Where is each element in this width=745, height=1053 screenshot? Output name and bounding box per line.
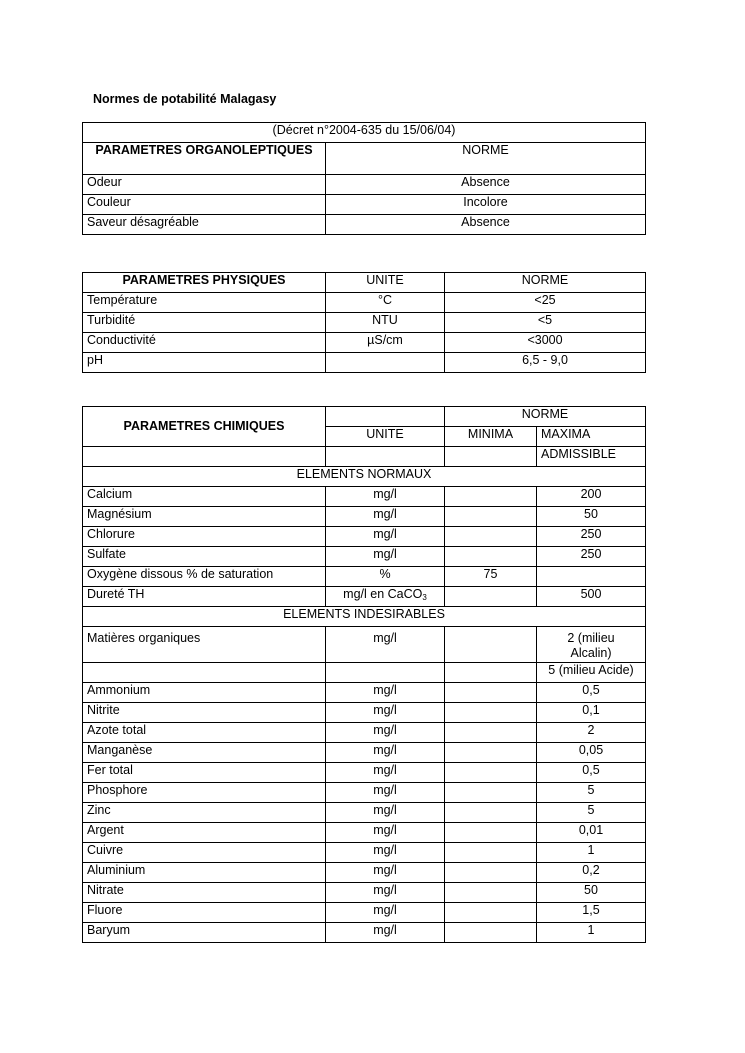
table-row [83, 883, 646, 903]
param-cell: Matières organiques [83, 627, 326, 663]
unite-cell: mg/l [326, 903, 445, 923]
unite-cell: °C [326, 293, 445, 313]
blank-cell [445, 447, 537, 467]
max-cell: 0,05 [537, 743, 646, 763]
max-cell: 0,01 [537, 823, 646, 843]
norme-cell: Absence [326, 175, 646, 195]
norme-cell: <5 [445, 313, 646, 333]
unite-subscript: 3 [422, 593, 427, 602]
min-cell [445, 527, 537, 547]
max-cell: 1,5 [537, 903, 646, 923]
header-norme: NORME [326, 143, 646, 175]
unite-text: mg/l en CaCO [343, 587, 423, 601]
param-cell: Ammonium [83, 683, 326, 703]
param-cell: Conductivité [83, 333, 326, 353]
param-cell: Argent [83, 823, 326, 843]
unite-cell: µS/cm [326, 333, 445, 353]
min-cell [445, 723, 537, 743]
table-row [83, 723, 646, 743]
min-cell [445, 803, 537, 823]
organo-body [83, 175, 646, 235]
param-cell: Température [83, 293, 326, 313]
max-cell: 5 [537, 783, 646, 803]
min-cell [445, 507, 537, 527]
min-cell [445, 843, 537, 863]
param-cell: pH [83, 353, 326, 373]
unite-cell: mg/l [326, 683, 445, 703]
unite-cell: mg/l [326, 923, 445, 943]
header-norme: NORME [445, 407, 646, 427]
unite-cell: mg/l [326, 823, 445, 843]
norme-cell: <3000 [445, 333, 646, 353]
min-cell: 75 [445, 567, 537, 587]
section-normaux: ELEMENTS NORMAUX [83, 467, 646, 487]
table-row [83, 487, 646, 507]
param-cell: Saveur désagréable [83, 215, 326, 235]
max-cell: 50 [537, 507, 646, 527]
section-row [83, 607, 646, 627]
max-cell: 0,5 [537, 763, 646, 783]
min-cell [445, 487, 537, 507]
min-cell [445, 823, 537, 843]
param-cell: Nitrite [83, 703, 326, 723]
unite-cell: mg/l [326, 783, 445, 803]
table-row [83, 527, 646, 547]
max-cell: 1 [537, 923, 646, 943]
header-row-1 [83, 407, 646, 427]
unite-cell: mg/l [326, 547, 445, 567]
unite-cell [326, 353, 445, 373]
unite-cell: mg/l [326, 703, 445, 723]
max-cell: 0,5 [537, 683, 646, 703]
max-cell: 2 (milieu Alcalin) [537, 627, 646, 663]
max-cell: 0,2 [537, 863, 646, 883]
unite-cell: mg/l [326, 723, 445, 743]
blank-cell [445, 663, 537, 683]
page-title: Normes de potabilité Malagasy [93, 92, 277, 106]
param-cell: Cuivre [83, 843, 326, 863]
section-indesirables: ELEMENTS INDESIRABLES [83, 607, 646, 627]
param-cell: Zinc [83, 803, 326, 823]
decree-cell: (Décret n°2004-635 du 15/06/04) [83, 123, 646, 143]
header-unite: UNITE [326, 427, 445, 447]
unite-cell: mg/l [326, 803, 445, 823]
param-cell: Odeur [83, 175, 326, 195]
table-row [83, 903, 646, 923]
min-cell [445, 863, 537, 883]
blank-cell [83, 663, 326, 683]
norme-cell: Absence [326, 215, 646, 235]
table-row [83, 923, 646, 943]
header-unite: UNITE [326, 273, 445, 293]
unite-cell: mg/l [326, 743, 445, 763]
min-cell [445, 903, 537, 923]
header-param: PARAMETRES CHIMIQUES [83, 407, 326, 447]
max-cell [537, 567, 646, 587]
param-cell: Turbidité [83, 313, 326, 333]
header-blank [326, 407, 445, 427]
indes-body [83, 683, 646, 943]
param-cell: Oxygène dissous % de saturation [83, 567, 326, 587]
param-cell: Sulfate [83, 547, 326, 567]
min-cell [445, 883, 537, 903]
table-row [83, 763, 646, 783]
unite-cell: mg/l [326, 763, 445, 783]
matieres-row [83, 627, 646, 663]
durete-row [83, 587, 646, 607]
min-cell [445, 923, 537, 943]
table-row [83, 743, 646, 763]
table-row [83, 293, 646, 313]
table-row [83, 547, 646, 567]
table-row [83, 313, 646, 333]
unite-cell: % [326, 567, 445, 587]
header-norme: NORME [445, 273, 646, 293]
max-cell: 50 [537, 883, 646, 903]
max-cell: 1 [537, 843, 646, 863]
table-row [83, 823, 646, 843]
header-row [83, 273, 646, 293]
param-cell: Manganèse [83, 743, 326, 763]
min-cell [445, 587, 537, 607]
blank-cell [326, 447, 445, 467]
phys-body [83, 293, 646, 373]
table-row [83, 567, 646, 587]
max-cell: 200 [537, 487, 646, 507]
header-param: PARAMETRES PHYSIQUES [83, 273, 326, 293]
blank-cell [83, 447, 326, 467]
header-maxima: MAXIMA [537, 427, 646, 447]
unite-cell: mg/l [326, 627, 445, 663]
table-row [83, 843, 646, 863]
table-row [83, 683, 646, 703]
table-row [83, 195, 646, 215]
max-cell: 0,1 [537, 703, 646, 723]
chemical-table [82, 406, 646, 943]
unite-cell: mg/l [326, 507, 445, 527]
normaux-body [83, 487, 646, 587]
norme-cell: Incolore [326, 195, 646, 215]
unite-cell: mg/l [326, 843, 445, 863]
table-row [83, 175, 646, 195]
table-row [83, 507, 646, 527]
table-row [83, 333, 646, 353]
param-cell: Dureté TH [83, 587, 326, 607]
norme-cell: <25 [445, 293, 646, 313]
param-cell: Baryum [83, 923, 326, 943]
param-cell: Calcium [83, 487, 326, 507]
unite-cell: mg/l [326, 883, 445, 903]
max-cell: 250 [537, 547, 646, 567]
blank-cell [326, 663, 445, 683]
table-row [83, 783, 646, 803]
organoleptic-table [82, 122, 646, 235]
header-row-3 [83, 447, 646, 467]
min-cell [445, 783, 537, 803]
param-cell: Azote total [83, 723, 326, 743]
min-cell [445, 743, 537, 763]
param-cell: Phosphore [83, 783, 326, 803]
min-cell [445, 627, 537, 663]
param-cell: Aluminium [83, 863, 326, 883]
param-cell: Magnésium [83, 507, 326, 527]
param-cell: Fer total [83, 763, 326, 783]
min-cell [445, 683, 537, 703]
header-row [83, 143, 646, 175]
table-row [83, 353, 646, 373]
table-row [83, 863, 646, 883]
unite-cell: mg/l [326, 527, 445, 547]
param-cell: Couleur [83, 195, 326, 215]
min-cell [445, 703, 537, 723]
max-cell: 500 [537, 587, 646, 607]
max-cell: 5 (milieu Acide) [537, 663, 646, 683]
physical-table [82, 272, 646, 373]
matieres-row-2 [83, 663, 646, 683]
norme-cell: 6,5 - 9,0 [445, 353, 646, 373]
table-row [83, 703, 646, 723]
min-cell [445, 763, 537, 783]
max-cell: 2 [537, 723, 646, 743]
max-cell: 250 [537, 527, 646, 547]
unite-cell: NTU [326, 313, 445, 333]
unite-cell: mg/l [326, 863, 445, 883]
min-cell [445, 547, 537, 567]
unite-cell [326, 587, 445, 607]
param-cell: Nitrate [83, 883, 326, 903]
table-row [83, 803, 646, 823]
max-cell: 5 [537, 803, 646, 823]
header-minima: MINIMA [445, 427, 537, 447]
header-admissible: ADMISSIBLE [537, 447, 646, 467]
unite-cell: mg/l [326, 487, 445, 507]
param-cell: Fluore [83, 903, 326, 923]
param-cell: Chlorure [83, 527, 326, 547]
section-row [83, 467, 646, 487]
header-param: PARAMETRES ORGANOLEPTIQUES [83, 143, 326, 175]
table-row [83, 215, 646, 235]
decree-row [83, 123, 646, 143]
